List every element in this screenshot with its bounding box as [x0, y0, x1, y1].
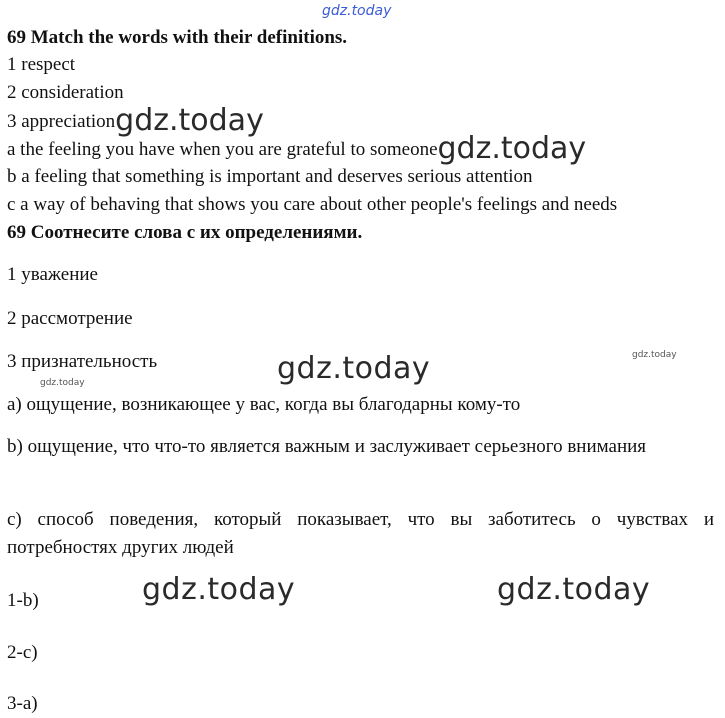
word-item-3 [7, 103, 264, 138]
ru-word-item-3: 3 признательность [7, 351, 158, 372]
definition-item-b: b a feeling that something is important and deserves serious attention [7, 166, 533, 187]
watermark-top: gdz.today [322, 3, 392, 19]
exercise-heading-en: 69 Match the words with their definitions. [7, 27, 348, 48]
watermark: gdz.today [277, 351, 431, 386]
definition-item-c: c a way of behaving that shows you care about other people's feelings and needs [7, 194, 618, 215]
exercise-heading-ru: 69 Соотнесите слова с их определениями. [7, 222, 363, 243]
ru-word-item-2: 2 рассмотрение [7, 308, 133, 329]
ru-definition-item-b: b) ощущение, что что-то является важным и заслуживает серьезного внимания [7, 436, 647, 457]
answer-2: 2-с) [7, 642, 38, 663]
watermark: gdz.today [115, 103, 264, 138]
word-item-3-text: 3 appreciation [7, 111, 116, 132]
answer-1: 1-b) [7, 590, 39, 611]
word-item-2: 2 consideration [7, 82, 124, 103]
answer-3: 3-а) [7, 693, 38, 714]
definition-item-a [7, 131, 587, 166]
watermark: gdz.today [437, 131, 587, 166]
definition-item-a-text: a the feeling you have when you are grateful to someone [7, 139, 438, 160]
ru-definition-item-a: а) ощущение, возникающее у вас, когда вы благодарны кому-то [7, 394, 521, 415]
watermark: gdz.today [497, 572, 651, 607]
watermark: gdz.today [632, 350, 677, 360]
ru-word-item-1: 1 уважение [7, 264, 98, 285]
ru-definition-item-c: с) способ поведения, который показывает, что вы заботитесь о чувствах и потребностях других людей [7, 509, 714, 558]
watermark: gdz.today [142, 572, 296, 607]
word-item-1: 1 respect [7, 54, 76, 75]
watermark: gdz.today [40, 378, 85, 388]
